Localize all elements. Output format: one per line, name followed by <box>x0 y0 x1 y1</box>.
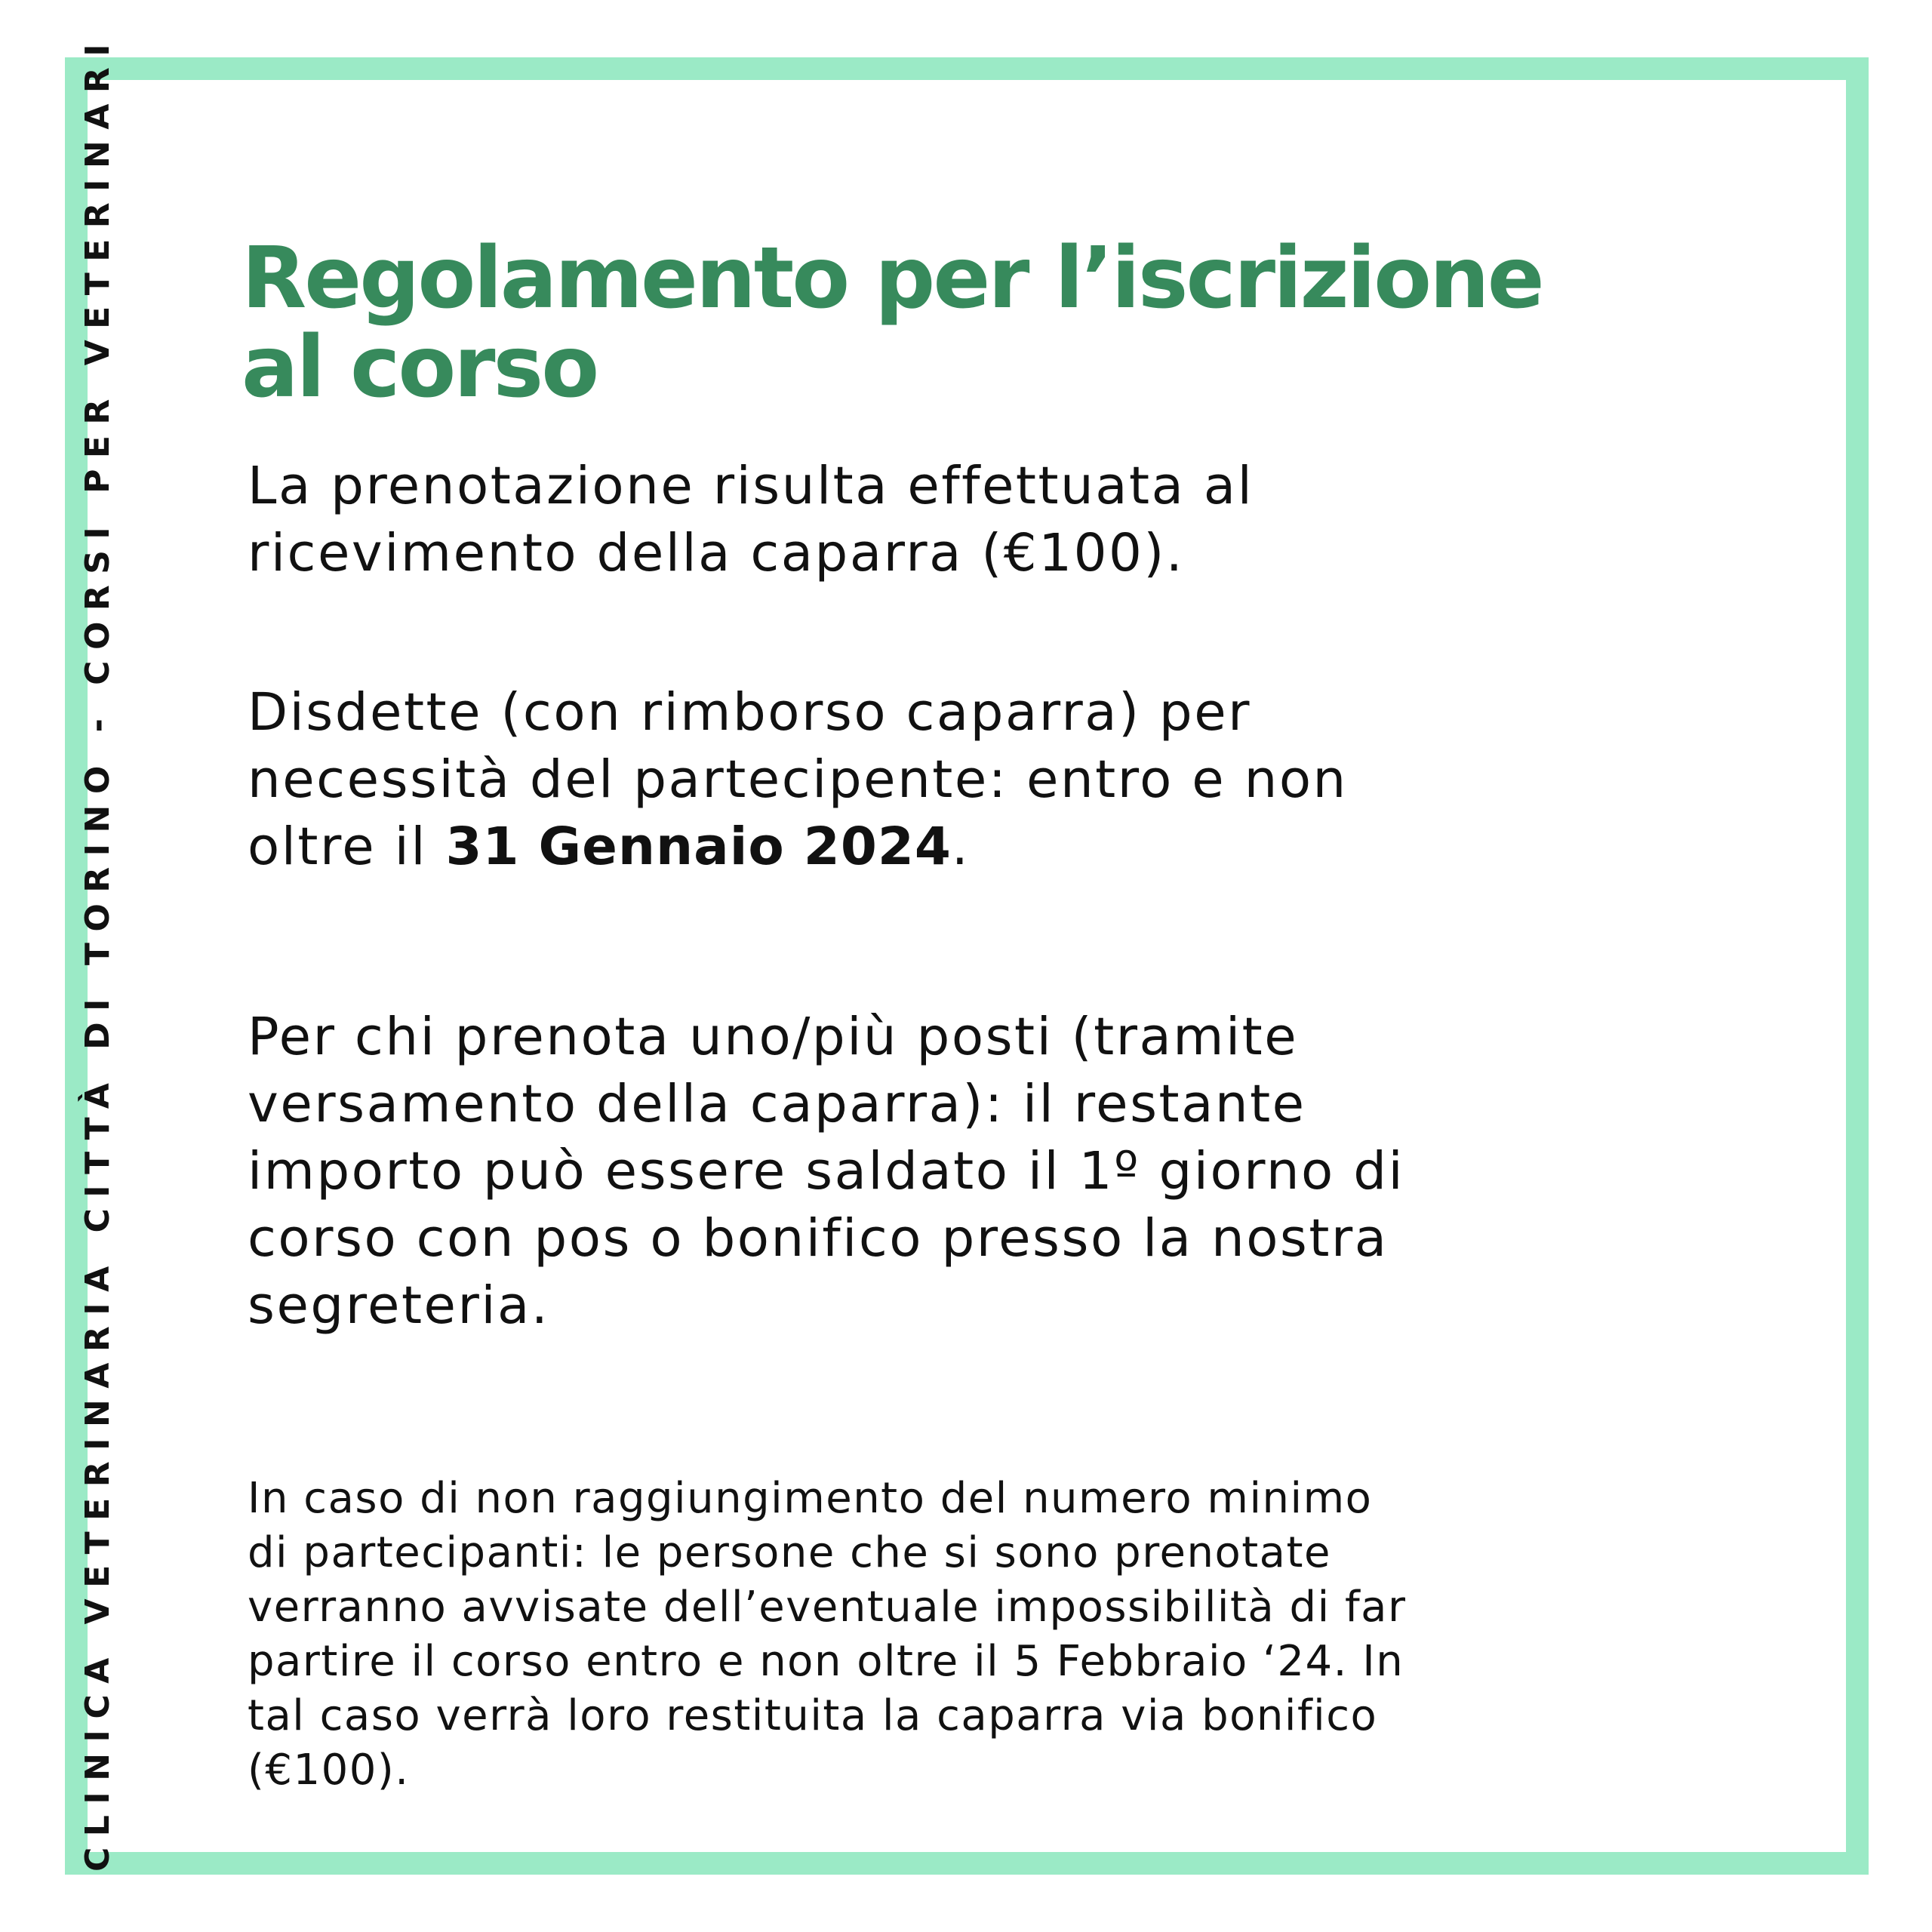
title-line-1: Regolamento per l’iscrizione <box>242 229 1543 328</box>
page-title <box>242 229 1675 417</box>
paragraph-booking <box>248 453 1254 587</box>
paragraph-booking-line-1: La prenotazione risulta effettuata al <box>248 456 1254 516</box>
cancellation-suffix: . <box>951 817 971 877</box>
paragraph-minimum-line-3: verranno avvisate dell’eventuale impossibilità di far <box>248 1583 1407 1632</box>
paragraph-minimum-line-6: (€100). <box>248 1746 410 1795</box>
paragraph-cancellation-line-2: necessità del partecipente: entro e non <box>248 749 1348 810</box>
paragraph-booking-line-2: ricevimento della caparra (€100). <box>248 523 1185 583</box>
paragraph-minimum-line-5: tal caso verrà loro restituita la caparra via bonifico <box>248 1691 1378 1740</box>
paragraph-cancellation <box>248 679 1348 881</box>
cancellation-prefix: oltre il <box>248 817 446 877</box>
paragraph-cancellation-line-3 <box>248 814 1348 881</box>
paragraph-minimum-participants <box>248 1472 1407 1798</box>
paragraph-payment-line-5: segreteria. <box>248 1275 550 1336</box>
paragraph-payment <box>248 1004 1404 1340</box>
title-line-2: al corso <box>242 318 598 417</box>
paragraph-payment-line-1: Per chi prenota uno/più posti (tramite <box>248 1007 1299 1067</box>
paragraph-minimum-line-1: In caso di non raggiungimento del numero minimo <box>248 1474 1373 1523</box>
cancellation-deadline: 31 Gennaio 2024 <box>445 817 952 877</box>
main-content <box>242 229 1675 417</box>
side-caption: CLINICA VETERINARIA CITTÀ DI TORINO - CORSI PER VETERINARI <box>78 32 117 1872</box>
paragraph-minimum-line-4: partire il corso entro e non oltre il 5 Febbraio ‘24. In <box>248 1637 1404 1686</box>
paragraph-payment-line-4: corso con pos o bonifico presso la nostra <box>248 1208 1389 1269</box>
paragraph-payment-line-2: versamento della caparra): il restante <box>248 1074 1306 1134</box>
paragraph-cancellation-line-1: Disdette (con rimborso caparra) per <box>248 682 1252 743</box>
paragraph-payment-line-3: importo può essere saldato il 1º giorno di <box>248 1141 1405 1201</box>
paragraph-minimum-line-2: di partecipanti: le persone che si sono prenotate <box>248 1528 1331 1577</box>
